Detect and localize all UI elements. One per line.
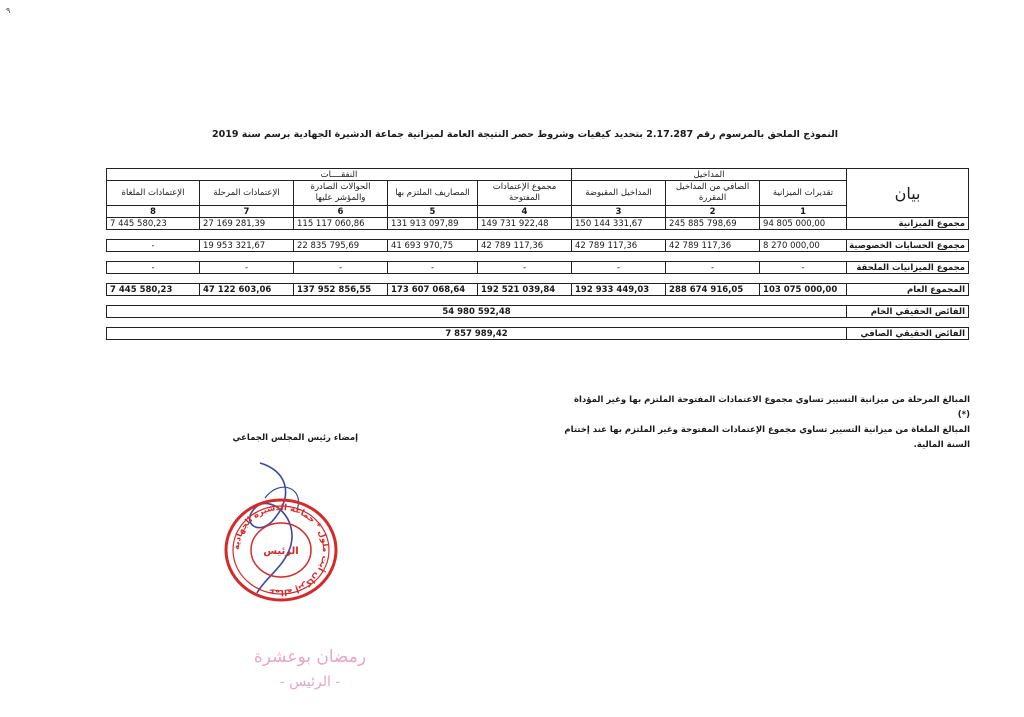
table-row-grand-total [107, 284, 969, 296]
table-cell: - [572, 262, 666, 274]
table-cell: 115 117 060,86 [294, 218, 388, 230]
row-label: مجموع الميزانية [847, 218, 969, 230]
row-label: مجموع الميزانيات الملحقة [847, 262, 969, 274]
table-cell: 192 933 449,03 [572, 284, 666, 296]
table-cell: 245 885 798,69 [666, 218, 760, 230]
table-cell: - [107, 262, 200, 274]
budget-results-table [106, 168, 969, 340]
document-title: النموذج الملحق بالمرسوم رقم 2.17.287 بتحديد كيفيات وشروط حصر النتيجة العامة لميزانية جماعة الدشيرة الجهادية برسم سنة 2019 [212, 129, 838, 140]
table-row-gross-surplus [107, 306, 969, 318]
table-cell: 94 805 000,00 [760, 218, 847, 230]
expenses-group-header: النفقــــات [107, 169, 572, 181]
table-cell: 192 521 039,84 [478, 284, 572, 296]
handwritten-name-text: رمضان بوعشرة [253, 647, 367, 667]
stamp-ring-textpath: عمالة إنزكان أيت ملول * جماعة الدشيرة الجهادية [231, 502, 331, 598]
net-surplus-value: 7 857 989,42 [107, 328, 847, 340]
row-label: مجموع الحسابات الخصوصية [847, 240, 969, 252]
gross-surplus-value: 54 980 592,48 [107, 306, 847, 318]
table-cell: 27 169 281,39 [200, 218, 294, 230]
column-header: المصاريف الملتزم بها [388, 181, 478, 206]
column-number: 3 [572, 206, 666, 218]
column-header: مجموع الإعتمادات المفتوحة [478, 181, 572, 206]
table-row-special-accounts [107, 240, 969, 252]
official-stamp [222, 498, 340, 602]
table-row-budget-total [107, 218, 969, 230]
table-cell: 173 607 068,64 [388, 284, 478, 296]
table-cell: - [294, 262, 388, 274]
table-cell: 42 789 117,36 [666, 240, 760, 252]
bayan-header: بيان [847, 169, 969, 218]
column-number: 7 [200, 206, 294, 218]
column-number: 8 [107, 206, 200, 218]
table-cell: - [388, 262, 478, 274]
handwritten-title-text: - الرئيس - [279, 674, 341, 690]
stamp-center-text: الرئيس [263, 546, 299, 557]
table-cell: 22 835 795,69 [294, 240, 388, 252]
column-header: الصافي من المداخيل المقررة [666, 181, 760, 206]
table-cell: 131 913 097,89 [388, 218, 478, 230]
column-header: الإعتمادات المرحلة [200, 181, 294, 206]
page-mark: ٩ [6, 6, 11, 15]
signature-label: إمضاء رئيس المجلس الجماعي [232, 433, 358, 443]
table-cell: - [760, 262, 847, 274]
table-cell: - [107, 240, 200, 252]
column-number: 6 [294, 206, 388, 218]
table-cell: 137 952 856,55 [294, 284, 388, 296]
footnote: المبالغ المرحلة من ميزانية التسيير تساوي مجموع الاعتمادات المفتوحة الملتزم بها وغير المؤداة (*) [573, 395, 970, 420]
table-cell: 288 674 916,05 [666, 284, 760, 296]
table-cell: 41 693 970,75 [388, 240, 478, 252]
column-header: المداخيل المقبوضة [572, 181, 666, 206]
table-cell: 149 731 922,48 [478, 218, 572, 230]
column-number: 2 [666, 206, 760, 218]
table-cell: 47 122 603,06 [200, 284, 294, 296]
row-label: الفائض الحقيقي الخام [847, 306, 969, 318]
column-header: الحوالات الصادرة والمؤشر عليها [294, 181, 388, 206]
handwritten-name [250, 636, 370, 696]
column-header: الإعتمادات الملغاة [107, 181, 200, 206]
footnotes [560, 393, 970, 453]
revenues-group-header: المداخيل [572, 169, 847, 181]
table-cell: 103 075 000,00 [760, 284, 847, 296]
table-cell: 7 445 580,23 [107, 284, 200, 296]
table-cell: - [666, 262, 760, 274]
table-row-annex-budgets [107, 262, 969, 274]
column-number: 4 [478, 206, 572, 218]
row-label: الفائض الحقيقي الصافي [847, 328, 969, 340]
column-header: تقديرات الميزانية [760, 181, 847, 206]
table-row-net-surplus [107, 328, 969, 340]
row-label: المجموع العام [847, 284, 969, 296]
table-cell: - [200, 262, 294, 274]
table-cell: 150 144 331,67 [572, 218, 666, 230]
table-cell: 42 789 117,36 [478, 240, 572, 252]
table-cell: 8 270 000,00 [760, 240, 847, 252]
column-number: 5 [388, 206, 478, 218]
column-number: 1 [760, 206, 847, 218]
footnote: المبالغ الملغاة من ميزانية التسيير تساوي مجموع الإعتمادات المفتوحة وغير الملتزم بها عند إختتام السنة المالية. [564, 425, 970, 450]
table-cell: 7 445 580,23 [107, 218, 200, 230]
table-cell: - [478, 262, 572, 274]
table-cell: 19 953 321,67 [200, 240, 294, 252]
table-cell: 42 789 117,36 [572, 240, 666, 252]
